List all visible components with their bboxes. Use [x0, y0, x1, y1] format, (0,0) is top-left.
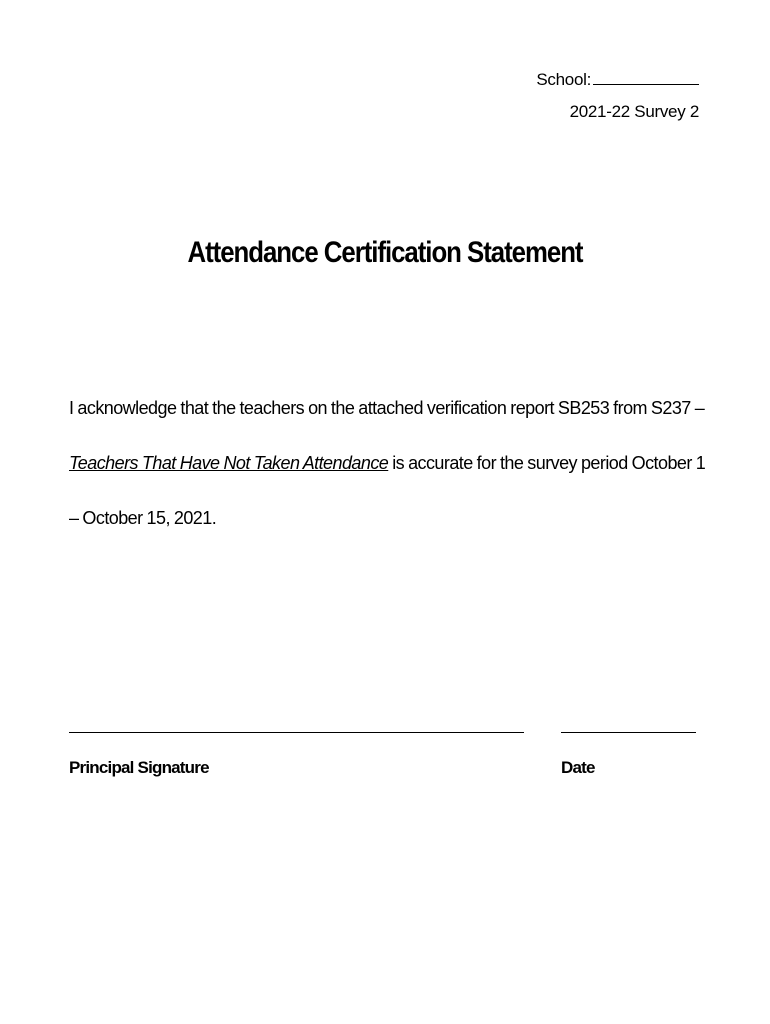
date-line: [561, 732, 696, 733]
principal-signature-line: [69, 732, 524, 733]
statement-part-1: I acknowledge that the teachers on the attached verification report SB253 from S237 –: [69, 398, 705, 418]
document-title: Attendance Certification Statement: [187, 236, 583, 269]
survey-label: 2021-22 Survey 2: [569, 102, 699, 121]
certification-statement: [69, 381, 709, 546]
school-blank: [593, 70, 699, 85]
report-name: Teachers That Have Not Taken Attendance: [69, 453, 389, 473]
header-block: [536, 64, 699, 128]
principal-signature-label: Principal Signature: [69, 758, 209, 777]
statement-part-2: is accurate for the survey period October 1 – October 15, 2021.: [69, 453, 706, 528]
school-line: [536, 64, 699, 96]
date-label: Date: [561, 758, 595, 777]
school-label: School:: [536, 70, 591, 89]
